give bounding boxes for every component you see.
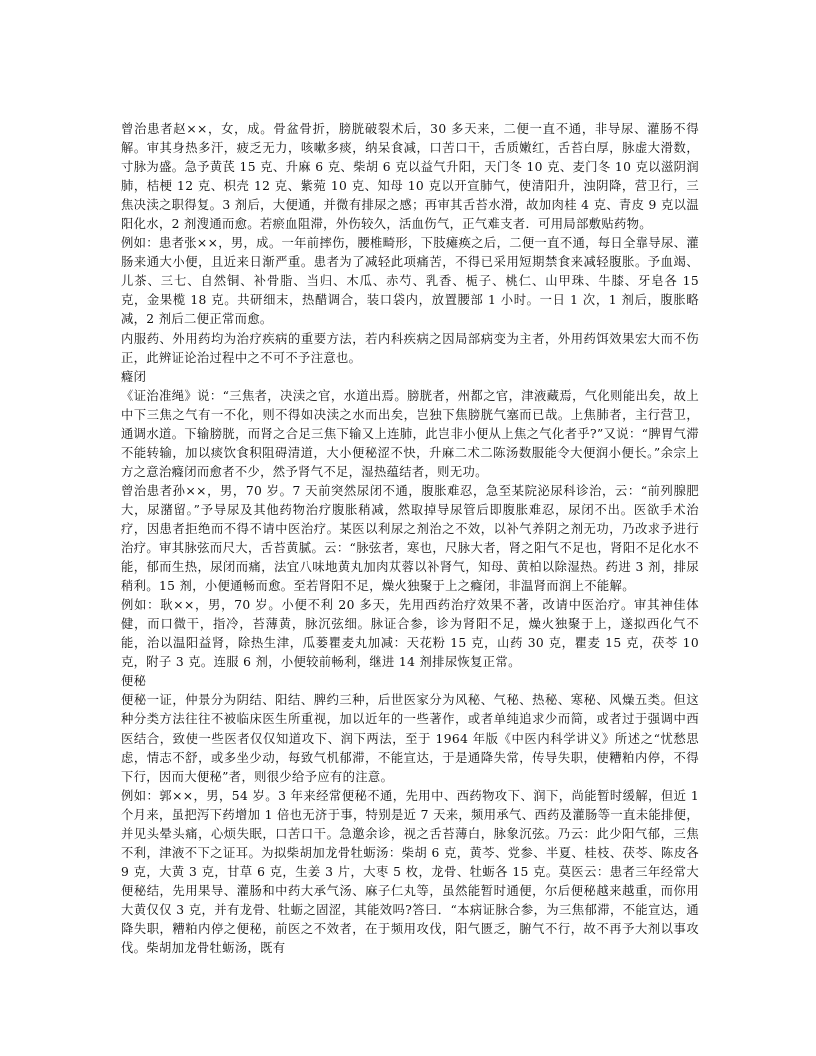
document-body: [121, 120, 699, 958]
paragraph-case-sun: 曾治患者孙××，男，70 岁。7 天前突然尿闭不通，腹胀难忍，急至某院泌尿科诊治，云：“前列腺肥大，尿潴留。”予导尿及其他药物治疗腹胀稍减，然取掉导尿管后即腹胀难忍，尿闭不出。医欲手术治疗，因患者拒绝而不得不请中医治疗。某医以利尿之剂治之不效，以补气养阴之剂无功，乃改求予进行治疗。审其脉弦而尺大，舌苔黄腻。云：“脉弦者，寒也，尺脉大者，肾之阳气不足也，肾阳不足化水不能，郁而生热，尿闭而痛，法宜八味地黄丸加肉苁蓉以补肾气，知母、黄柏以除湿热。药进 3 剂，排尿稍利。15 剂，小便通畅而愈。至若肾阳不足，燥火独聚于上之癃闭，非温肾而润上不能解。: [121, 483, 699, 594]
paragraph-example-geng: 例如：耿××，男，70 岁。小便不利 20 多天，先用西药治疗效果不著，改请中医治疗。审其神佳体健，而口微干，指冷，苔薄黄，脉沉弦细。脉证合参，诊为肾阳不足，燥火独聚于上，遂拟西化气不能，治以温阳益肾，除热生津，瓜蒌瞿麦丸加减：天花粉 15 克，山药 30 克，瞿麦 15 克，茯苓 10 克，附子 3 克。连服 6 剂，小便较前畅利，继进 14 剂排尿恢复正常。: [121, 598, 699, 670]
paragraph-zhengzhi-zhunsheng-quote: 《证治准绳》说：“三焦者，决渎之官，水道出焉。膀胱者，州都之官，津液藏焉，气化则能出矣，故上中下三焦之气有一不化，则不得如决渎之水而出矣，岂独下焦膀胱气塞而已哉。上焦肺者，主行营卫，通调水道。下输膀胱，而肾之合足三焦下输又上连肺，此岂非小便从上焦之气化者乎?”又说：“脾胃气滞不能转输，加以痰饮食积阻碍清道，大小便秘涩不快，升麻二术二陈汤数服能令大便润小便长。”余宗上方之意治癃闭而愈者不少，然予肾气不足，湿热蕴结者，则无功。: [121, 388, 699, 479]
paragraph-constipation-overview: 便秘一证，仲景分为阴结、阳结、脾约三种，后世医家分为风秘、气秘、热秘、寒秘、风燥五类。但这种分类方法往往不被临床医生所重视，加以近年的一些著作，或者单纯追求少而简，或者过于强调中西医结合，致使一些医者仅仅知道攻下、润下两法，至于 1964 年版《中医内科学讲义》所述之“忧愁思虑，情志不舒，或多坐少动，每致气机郁滞，不能宣达，于是通降失常，传导失职，使糟粕内停，不得下行，因而大便秘”者，则很少给予应有的注意。: [121, 693, 699, 784]
section-heading-longbi: 癃闭: [121, 369, 147, 384]
section-heading-bianmi: 便秘: [121, 674, 147, 689]
paragraph-example-zhang: 例如：患者张××，男，成。一年前摔伤，腰椎畸形，下肢瘫痪之后，二便一直不通，每日全靠导尿、灌肠来通大小便，且近来日渐严重。患者为了减轻此项痛苦，不得已采用短期禁食来减轻腹胀。予血竭、儿茶、三七、自然铜、补骨脂、当归、木瓜、赤芍、乳香、栀子、桃仁、山甲珠、牛膝、牙皂各 15 克，金果榄 18 克。共研细末，热醋调合，装口袋内，放置腰部 1 小时。一日 1 次，1 剂后，腹胀略减，2 剂后二便正常而愈。: [121, 236, 699, 327]
paragraph-case-zhao: 曾治患者赵××，女，成。骨盆骨折，膀胱破裂术后，30 多天来，二便一直不通，非导尿、灌肠不得解。审其身热多汗，疲乏无力，咳嗽多痰，纳呆食减，口苦口干，舌质嫩红，舌苔白厚，脉虚大滑数，寸脉为盛。急予黄芪 15 克、升麻 6 克、柴胡 6 克以益气升阳，天门冬 10 克、麦门冬 10 克以滋阴润肺，桔梗 12 克、枳壳 12 克、紫菀 10 克、知母 10 克以开宣肺气，使清阳升，浊阴降，营卫行，三焦决渎之职得复。3 剂后，大便通，并微有排尿之感；再审其舌苔水滑，故加肉桂 4 克、青皮 9 克以温阳化水，2 剂溲通而愈。若瘀血阻滞，外伤较久，活血伤气，正气难支者．可用局部敷贴药物。: [121, 122, 699, 232]
paragraph-internal-external-medicine: 内服药、外用药均为治疗疾病的重要方法，若内科疾病之因局部病变为主者，外用药饵效果宏大而不伤正，此辨证论治过程中之不可不予注意也。: [121, 331, 699, 365]
paragraph-example-guo: 例如：郭××，男，54 岁。3 年来经常便秘不通，先用中、西药物攻下、润下，尚能暂时缓解，但近 1 个月来，虽把泻下药增加 1 倍也无济于事，特别是近 7 天来，频用承气、西药及灌肠等一直未能排便，并见头晕头痛，心烦失眠，口苦口干。急邀余诊，视之舌苔薄白，脉象沉弦。乃云：此少阳气郁，三焦不利，津液不下之证耳。为拟柴胡加龙骨牡蛎汤：柴胡 6 克，黄芩、党参、半夏、桂枝、茯苓、陈皮各 9 克，大黄 3 克，甘草 6 克，生姜 3 片，大枣 5 枚，龙骨、牡蛎各 15 克。莫医云：患者三年经常大便秘结，先用果导、灌肠和中药大承气汤、麻子仁丸等，虽然能暂时通便，尔后便秘越来越重，而你用大黄仅仅 3 克，并有龙骨、牡蛎之固涩，其能效吗?答曰．“本病证脉合参，为三焦郁滞，不能宣达，通降失职，糟粕内停之便秘，前医之不效者，在于频用攻伐，阳气匮乏，腑气不行，故不再予大剂以事攻伐。柴胡加龙骨牡蛎汤，既有: [121, 788, 699, 956]
